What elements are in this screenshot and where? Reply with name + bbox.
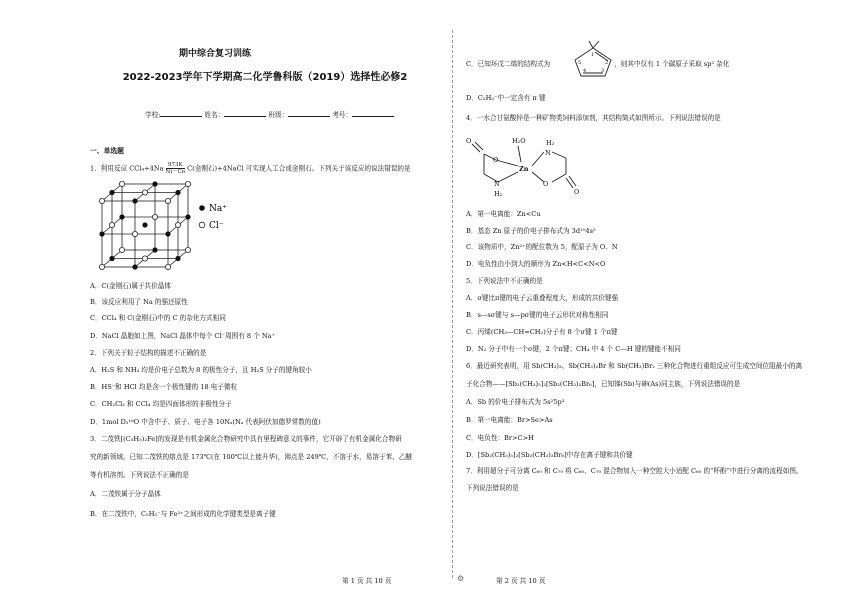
q1-option-c[interactable]: C．CCl₄ 和 C(金刚石)中的 C 的杂化方式相同 — [90, 314, 226, 322]
q6-option-a[interactable]: A．Sb 的价电子排布式为 5s²5p³ — [466, 398, 565, 406]
q5-option-b[interactable]: B．s—sσ键与 s—pσ键的电子云形状对称性相同 — [466, 311, 609, 319]
footer-left-page-number: 第 1 页 共 10 页 — [342, 577, 392, 585]
question-3-line-1: 3．二茂铁[(C₅H₅)₂Fe]的发现是有机金属化合物研究中具有里程碑意义的事件，它开辟了有机金属化合物研 — [90, 435, 402, 443]
svg-text:O: O — [574, 188, 580, 196]
footer-right-page-number: 第 2 页 共 10 页 — [496, 577, 546, 585]
school-blank[interactable] — [160, 116, 202, 117]
q3-option-a[interactable]: A．二茂铁属于分子晶体 — [90, 490, 161, 498]
cl-legend-label: Cl⁻ — [209, 221, 224, 231]
q5-option-d[interactable]: D．N₂ 分子中有一个σ键，2 个π键；CH₄ 中 4 个 C—H 键的键能不相同 — [466, 345, 681, 353]
q6-option-d[interactable]: D．[Sb₂(CH₃)₅]₂[Sb₂(CH₃)₂Br₆]中存在离子键和共价键 — [466, 451, 633, 459]
q1-option-b[interactable]: B．该反应利用了 Na 的强还原性 — [90, 298, 188, 306]
q2-option-a[interactable]: A．H₂S 和 NH₃ 均是价电子总数为 8 的极性分子，且 H₂S 分子的键角较小 — [90, 366, 312, 374]
q1-option-d[interactable]: D．NaCl 晶胞如上图，NaCl 晶体中每个 Cl⁻周围有 8 个 Na⁺ — [90, 332, 276, 340]
document-title: 期中综合复习训练 — [178, 49, 251, 59]
q4-option-a[interactable]: A．第一电离能：Zn<Cu — [466, 210, 541, 218]
class-blank[interactable] — [288, 116, 330, 117]
question-6-line-2: 子化合物——[Sb₂(CH₃)₅]₂[Sb₂(CH₃)₂Br₆]，已知锑(Sb)与砷(As)同主族，下列说法错误的是 — [466, 380, 741, 388]
name-blank[interactable] — [224, 116, 266, 117]
na-legend-label: Na⁺ — [209, 204, 227, 214]
reaction-condition: $\frac{973K}{Ni-Co}$ — [165, 162, 186, 175]
question-2-stem: 2．下列关于粒子结构的描述不正确的是 — [90, 349, 207, 357]
nacl-unit-cell-figure — [92, 179, 242, 274]
svg-text:H₂: H₂ — [494, 190, 503, 198]
svg-text:N: N — [494, 180, 500, 188]
svg-text:H₂O: H₂O — [512, 137, 526, 145]
question-1-stem: 1．利用反应 CCl₄+4Na $\frac{973K}{Ni-Co}$ C(金刚石)+4NaCl 可实现人工合成金刚石。下列关于该反应的说法错误的是 — [90, 162, 411, 175]
q6-option-c[interactable]: C．电负性：Br>C>H — [466, 434, 534, 442]
zinc-glycinate-structure — [466, 130, 586, 205]
q1-option-a[interactable]: A．C(金刚石)属于共价晶体 — [90, 282, 171, 290]
cyclopentadiene-structure — [563, 40, 625, 82]
question-6-line-1: 6．最近研究表明，用 Sb(CH₃)₃、Sb(CH₃)₂Br 和 Sb(CH₃)Br₂ 三种化合物进行重组反应可生成空间位阻最小的离 — [466, 362, 803, 370]
question-3-line-2: 究的新领域。已知二茂铁的熔点是 173℃(在 100℃以上能升华)，沸点是 249℃，不溶于水，易溶于苯、乙醚 — [90, 453, 412, 461]
na-legend-dot — [199, 205, 205, 211]
number-blank[interactable] — [352, 116, 394, 117]
q3-option-d[interactable]: D．C₅H₅⁻中一定含有 π 键 — [466, 94, 546, 102]
q5-option-a[interactable]: A．σ键比π键的电子云重叠程度大，形成的共价键强 — [466, 294, 619, 302]
svg-text:O: O — [493, 156, 499, 164]
q2-option-c[interactable]: C．CH₂Cl₂ 和 CCl₄ 均是四面体形的非极性分子 — [90, 400, 232, 408]
page-divider — [452, 30, 453, 578]
svg-text:H₂: H₂ — [546, 139, 555, 147]
q3-option-b[interactable]: B．在二茂铁中，C₅H₅⁻与 Fe²⁺之间形成的化学键类型是离子键 — [90, 510, 276, 518]
gear-icon: ⚙ — [457, 574, 465, 583]
student-info-line: 学校: 姓名： 班级： 考号： — [145, 109, 394, 119]
q2-option-b[interactable]: B．HS⁻和 HCl 均是含一个极性键的 18 电子微粒 — [90, 383, 238, 391]
svg-text:O: O — [466, 137, 472, 145]
svg-text:Zn: Zn — [519, 165, 529, 173]
question-4-stem: 4．一水合甘氨酸锌是一种矿物类饲料添加剂，其结构简式如图所示。下列说法错误的是 — [466, 114, 721, 122]
question-5-stem: 5．下列说法中不正确的是 — [466, 277, 543, 285]
svg-text:N: N — [545, 149, 551, 157]
svg-text:4: 4 — [583, 68, 587, 74]
q6-option-b[interactable]: B．第一电离能：Br>Se>As — [466, 416, 553, 424]
svg-text:2: 2 — [605, 60, 609, 66]
q4-option-c[interactable]: C．该物质中，Zn²⁺的配位数为 5，配原子为 O、N — [466, 243, 618, 251]
question-7-line-2: 下列说法错误的是 — [466, 484, 519, 492]
q5-option-c[interactable]: C．丙烯(CH₃—CH=CH₂)分子有 8 个σ键 1 个π键 — [466, 328, 618, 336]
q2-option-d[interactable]: D．1mol D₂¹⁶O 中含中子、质子、电子各 10Nₐ(Nₐ 代表阿伏加德罗常数的值) — [90, 418, 321, 426]
document-subtitle: 2022-2023学年下学期高二化学鲁科版（2019）选择性必修2 — [122, 72, 408, 83]
question-7-line-1: 7．利用超分子可分离 C₆₀ 和 C₇₀ 将 C₆₀、C₇₀ 混合物加入一种空腔大小适配 C₆₀ 的“杯酚”中进行分离的流程如图。 — [466, 467, 803, 475]
cl-legend-dot — [199, 222, 205, 228]
section-heading: 一、单选题 — [90, 147, 124, 155]
question-3-line-3: 等有机溶剂。下列说法不正确的是 — [90, 471, 189, 479]
svg-text:O: O — [543, 180, 549, 188]
q3-option-c[interactable]: C．已知环戊二烯的结构式为 ，则其中仅有 1 个碳原子采取 sp³ 杂化 — [466, 60, 730, 68]
svg-text:5: 5 — [578, 60, 582, 66]
q4-option-d[interactable]: D．电负性由小到大的顺序为 Zn<H<C<N<O — [466, 260, 606, 268]
q4-option-b[interactable]: B．基态 Zn 原子的价电子排布式为 3d¹⁰4s² — [466, 227, 596, 235]
svg-text:3: 3 — [601, 68, 605, 74]
svg-text:1: 1 — [591, 52, 595, 58]
